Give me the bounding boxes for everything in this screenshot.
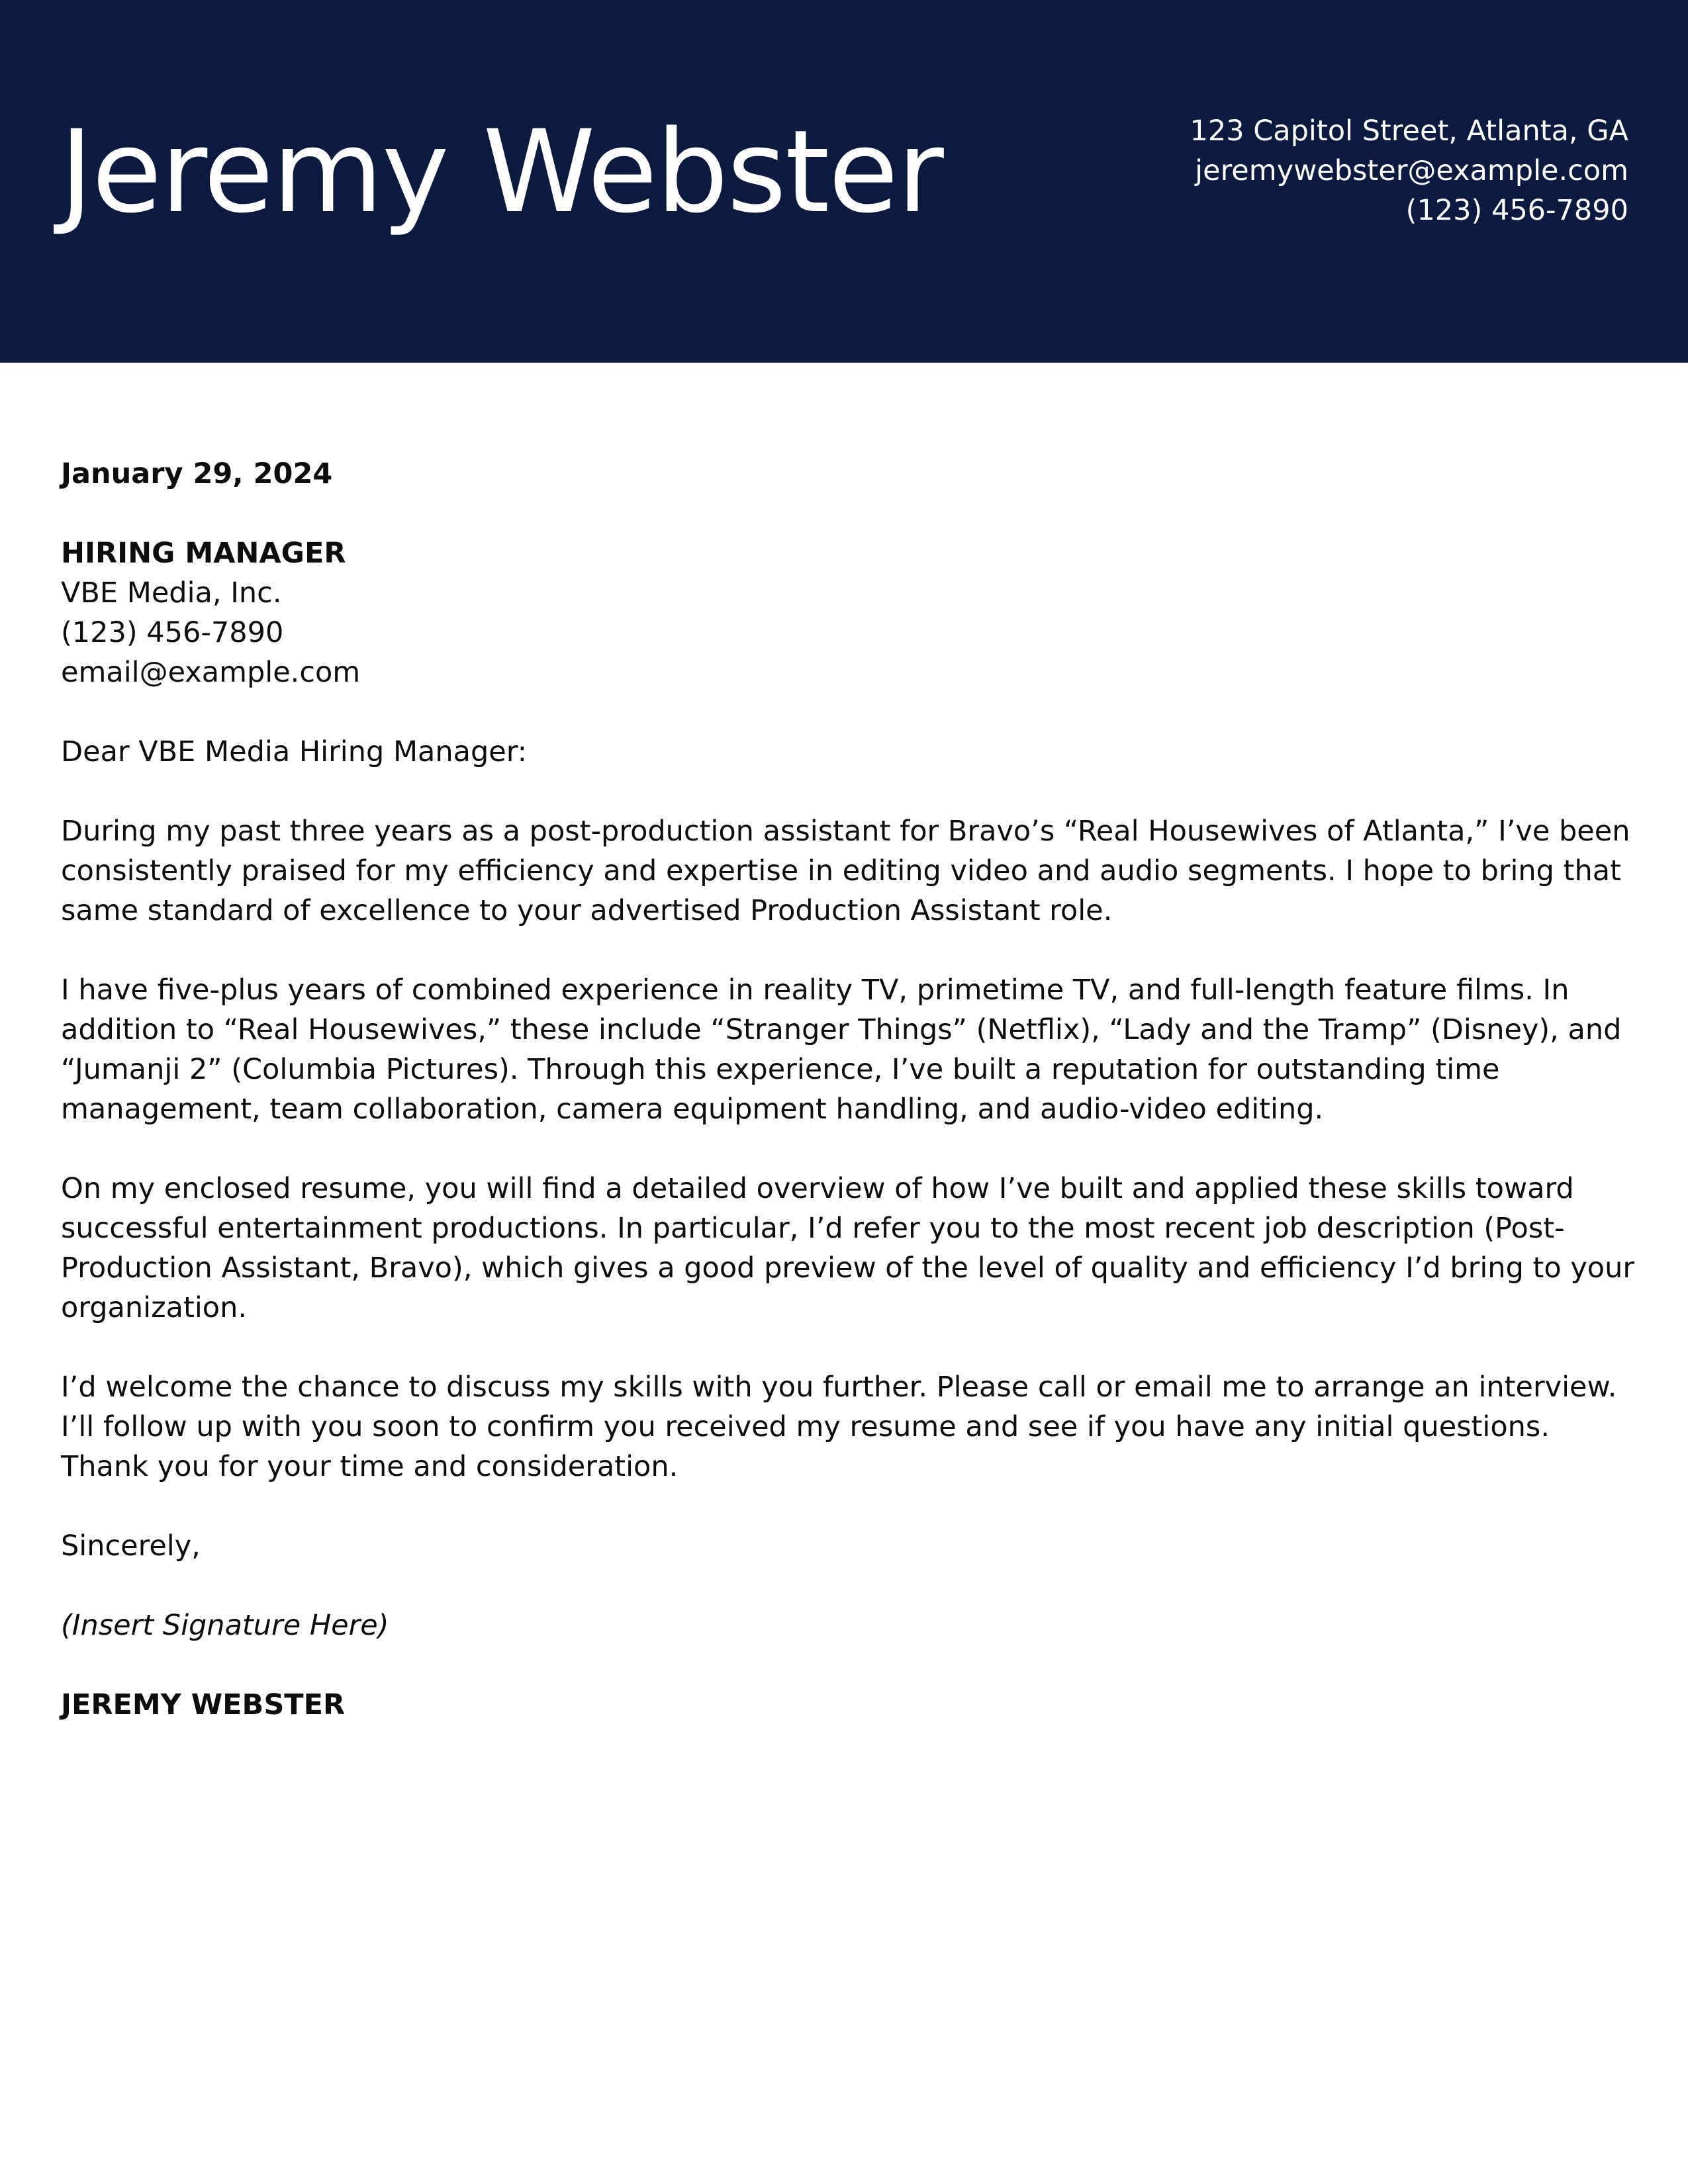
salutation: Dear VBE Media Hiring Manager:: [61, 735, 528, 768]
body-paragraph-2: I have five-plus years of combined experience in reality TV, primetime TV, and full-length feature films. In addition to “Real Housewives,” these include “Stranger Things” (Netflix), “Lady and the Tramp” (Disney), and “Jumanji 2” (Columbia Pictures). Through this experience, I’ve built a reputation for outstanding time management, team collaboration, camera equipment handling, and audio-video editing.: [61, 974, 1622, 1126]
applicant-name: Jeremy Webster: [60, 105, 943, 238]
closing: Sincerely,: [61, 1529, 201, 1563]
body-paragraph-4: I’d welcome the chance to discuss my skills with you further. Please call or email me to arrange an interview. I’ll follow up with you soon to confirm you received my resume and see if you have any initial questions. Thank you for your time and consideration.: [61, 1371, 1617, 1483]
recipient-phone: (123) 456-7890: [61, 616, 284, 649]
body-paragraph-1: During my past three years as a post-production assistant for Bravo’s “Real Housewives of Atlanta,” I’ve been consistently praised for my efficiency and expertise in editing video and audio segments. I hope to bring that same standard of excellence to your advertised Production Assistant role.: [61, 815, 1630, 927]
letter-date: January 29, 2024: [61, 457, 333, 490]
recipient-email: email@example.com: [61, 656, 361, 689]
recipient-company: VBE Media, Inc.: [61, 576, 282, 610]
recipient-title: HIRING MANAGER: [61, 537, 346, 570]
signature-placeholder: (Insert Signature Here): [61, 1609, 389, 1642]
contact-phone: (123) 456-7890: [1405, 194, 1628, 227]
contact-address: 123 Capitol Street, Atlanta, GA: [1190, 114, 1628, 148]
contact-block: [1190, 111, 1629, 230]
body-paragraph-3: On my enclosed resume, you will find a detailed overview of how I’ve built and applied these skills toward successful entertainment productions. In particular, I’d refer you to the most recent job description (Post-Production Assistant, Bravo), which gives a good preview of the level of quality and efficiency I’d bring to your organization.: [61, 1172, 1635, 1324]
letter-header: [0, 0, 1688, 363]
letter-body: [61, 454, 1636, 1725]
signer-name: JEREMY WEBSTER: [61, 1688, 346, 1721]
contact-email: jeremywebster@example.com: [1195, 154, 1628, 187]
recipient-block: [61, 533, 1636, 692]
